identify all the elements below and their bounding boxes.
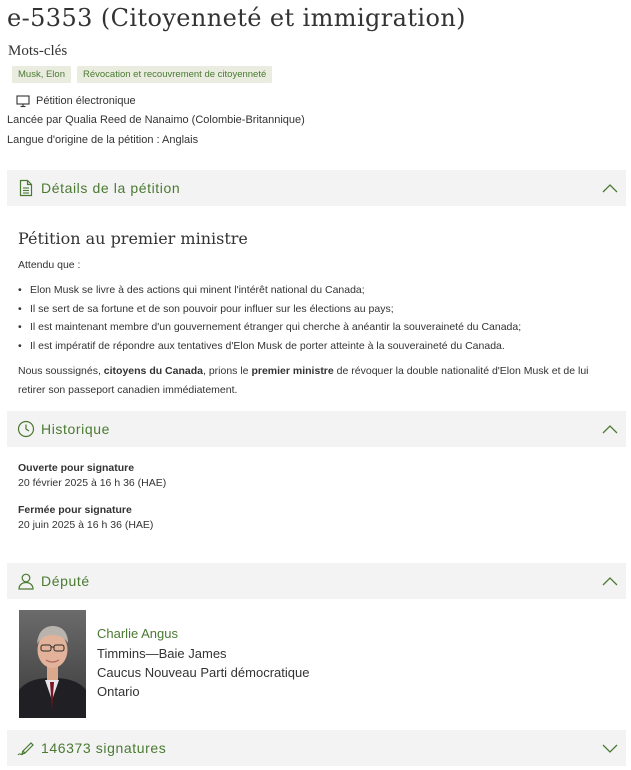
history-section-toggle[interactable] <box>7 411 626 447</box>
pen-signature-icon <box>17 739 35 757</box>
list-item: • Il est impératif de répondre aux tentatives d'Elon Musk de porter atteinte à la souveraineté du Canada. <box>18 337 618 356</box>
petition-type-label: Pétition électronique <box>36 95 136 107</box>
mp-riding: Timmins—Baie James <box>97 646 227 661</box>
mp-portrait <box>19 610 86 718</box>
closed-value: 20 juin 2025 à 16 h 36 (HAE) <box>18 519 154 531</box>
launched-by: Lancée par Qualia Reed de Nanaimo (Colombie-Britannique) <box>7 114 305 126</box>
whereas-list <box>18 281 618 355</box>
page-title: e-5353 (Citoyenneté et immigration) <box>7 4 466 32</box>
list-item: • Elon Musk se livre à des actions qui minent l'intérêt national du Canada; <box>18 281 618 300</box>
keywords-label: Mots-clés <box>8 43 68 59</box>
list-item: • Il est maintenant membre d'un gouvernement étranger qui cherche à anéantir la souveraineté du Canada; <box>18 318 618 337</box>
chevron-up-icon <box>602 182 618 194</box>
petition-type <box>16 94 136 108</box>
signatures-section-toggle[interactable] <box>7 730 626 766</box>
closed-label: Fermée pour signature <box>18 504 132 516</box>
keyword-tag[interactable]: Révocation et recouvrement de citoyenneté <box>77 66 272 83</box>
whereas-intro: Attendu que : <box>18 259 81 271</box>
chevron-up-icon <box>602 423 618 435</box>
keyword-tags <box>12 66 272 83</box>
chevron-up-icon <box>602 575 618 587</box>
mp-caucus: Caucus Nouveau Parti démocratique <box>97 665 310 680</box>
details-section-label: Détails de la pétition <box>41 180 181 196</box>
list-item: • Il se sert de sa fortune et de son pouvoir pour influer sur les élections au pays; <box>18 300 618 319</box>
clock-icon <box>17 420 35 438</box>
mp-section-label: Député <box>41 573 90 589</box>
signatures-section-label: 146373 signatures <box>41 740 167 756</box>
original-language: Langue d'origine de la pétition : Anglais <box>7 134 199 146</box>
mp-province: Ontario <box>97 684 140 699</box>
monitor-icon <box>16 94 30 108</box>
person-icon <box>17 572 35 590</box>
opened-label: Ouverte pour signature <box>18 462 135 474</box>
mp-section-toggle[interactable] <box>7 563 626 599</box>
prayer-text: Nous soussignés, citoyens du Canada, prions le premier ministre de révoquer la double nationalité d'Elon Musk et de lui retirer son passeport canadien immédiatement. <box>18 365 589 396</box>
history-section-label: Historique <box>41 421 111 437</box>
petition-heading: Pétition au premier ministre <box>18 229 248 248</box>
keyword-tag[interactable]: Musk, Elon <box>12 66 71 83</box>
details-section-toggle[interactable] <box>7 170 626 206</box>
chevron-down-icon <box>602 742 618 754</box>
document-icon <box>17 179 35 197</box>
opened-value: 20 février 2025 à 16 h 36 (HAE) <box>18 477 167 489</box>
mp-name[interactable]: Charlie Angus <box>97 626 178 641</box>
